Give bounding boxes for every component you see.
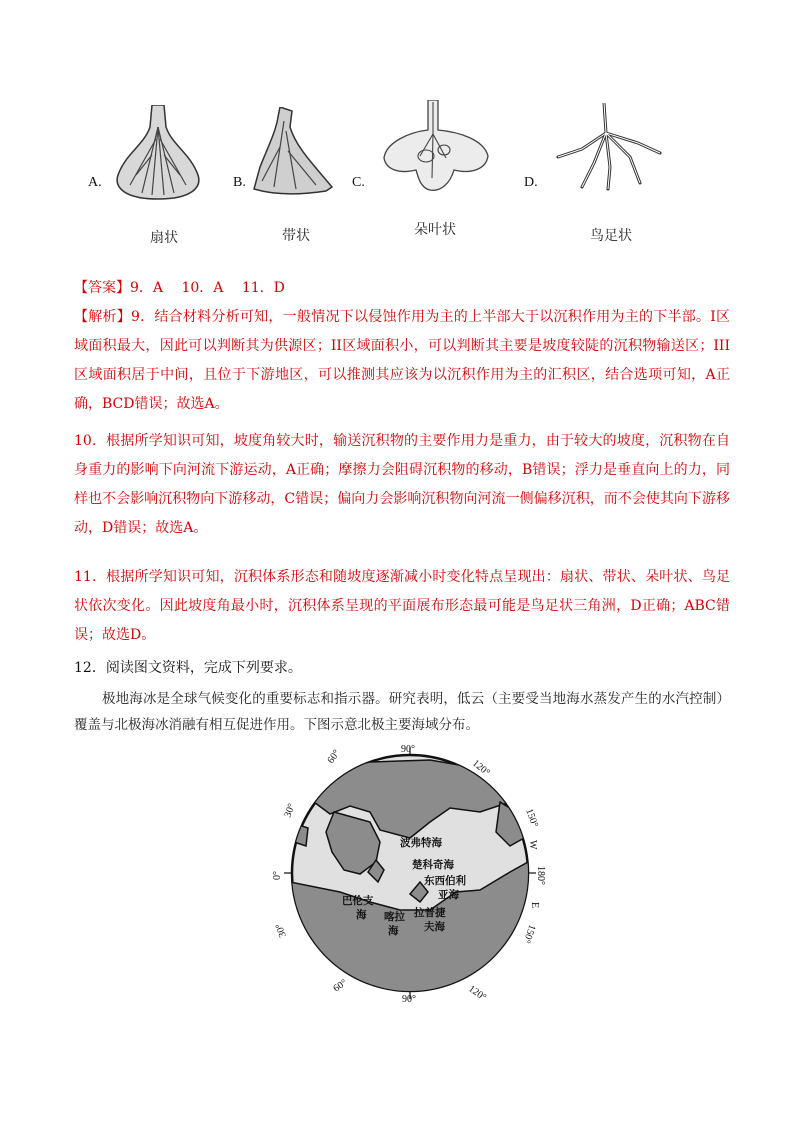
sea-east-siberian-2: 亚海 <box>438 889 459 901</box>
sea-east-siberian-1: 东西伯利 <box>424 875 466 887</box>
answer-line <box>74 277 285 297</box>
arctic-sea-map <box>260 742 560 1004</box>
label-top-90: 90° <box>401 744 415 755</box>
analysis-paragraph-11: 11．根据所学知识可知，沉积体系形态和随坡度逐渐减小时变化特点呈现出：扇状、带状、朵叶状、鸟足状依次变化。因此坡度角最小时，沉积体系呈现的平面展布形态最可能是鸟足状三角洲，D正确；ABC错误；故选D。 <box>74 569 730 643</box>
sea-kara-2: 海 <box>388 925 399 937</box>
label-bottom-90: 90° <box>402 994 416 1004</box>
sea-kara-1: 喀拉 <box>384 911 405 923</box>
option-b-caption: 带状 <box>282 228 310 244</box>
analysis-paragraph-9 <box>74 303 730 419</box>
label-left-30-bottom: 30° <box>273 921 289 939</box>
label-dir-e: E <box>529 902 540 909</box>
label-top-120: 120° <box>470 757 492 779</box>
sea-beaufort: 波弗特海 <box>400 837 442 849</box>
label-bottom-120: 120° <box>466 983 489 1004</box>
analysis-prefix: 【解析】 <box>74 309 132 325</box>
analysis-9-text: 9．结合材料分析可知，一般情况下以侵蚀作用为主的上半部大于以沉积作用为主的下半部。I区域面积最大，因此可以判断其为供源区；II区域面积小，可以判断其主要是坡度较陡的沉积物输送区；III区域面积居于中间，且位于下游地区，可以推测其应该为以沉积作用为主的汇积区，结合选项可知，A正确，BCD错误；故选A。 <box>74 309 731 412</box>
sea-chukchi: 楚科奇海 <box>412 859 454 871</box>
label-right-150-bottom: 150° <box>520 922 538 945</box>
sea-laptev-2: 夫海 <box>424 921 445 933</box>
band-shape-icon <box>250 107 336 199</box>
question-12-title: 12．阅读图文资料，完成下列要求。 <box>74 660 302 676</box>
label-top-60: 60° <box>325 747 343 766</box>
birdfoot-shape-icon <box>548 103 666 195</box>
question-12-material: 极地海冰是全球气候变化的重要标志和指示器。研究表明，低云（主要受当地海水蒸发产生的水汽控制）覆盖与北极海冰消融有相互促进作用。下图示意北极主要海域分布。 <box>74 691 730 733</box>
answer-prefix: 【答案】 <box>74 280 130 296</box>
arctic-map-svg <box>260 742 560 1004</box>
option-a-caption: 扇状 <box>150 230 178 246</box>
label-right-150-top: 150° <box>523 807 541 829</box>
sea-barents-1: 巴伦支 <box>342 895 374 907</box>
option-b-letter: B. <box>233 175 246 190</box>
answer-text: 9．A 10．A 11．D <box>130 280 285 296</box>
label-left-30-top: 30° <box>282 802 298 820</box>
sea-laptev-1: 拉普捷 <box>414 907 446 919</box>
option-d-caption: 鸟足状 <box>590 228 632 244</box>
option-c-caption: 朵叶状 <box>414 222 456 238</box>
option-c-letter: C. <box>352 175 365 190</box>
label-dir-w: W <box>527 840 538 850</box>
delta-shape-options <box>0 95 800 255</box>
option-a-letter: A. <box>88 175 102 190</box>
label-right-180: 180° <box>535 866 546 885</box>
label-left-0: 0° <box>272 871 283 880</box>
fan-shape-icon <box>112 105 204 205</box>
lobate-shape-icon <box>380 100 492 196</box>
label-bottom-60: 60° <box>331 977 350 995</box>
sea-barents-2: 海 <box>356 909 367 921</box>
analysis-paragraph-10: 10．根据所学知识可知，坡度角较大时，输送沉积物的主要作用力是重力，由于较大的坡度，沉积物在自身重力的影响下向河流下游运动，A正确；摩擦力会阻碍沉积物的移动，B错误；浮力是垂直向上的力，同样也不会影响沉积物向下游移动，C错误；偏向力会影响沉积物向河流一侧偏移沉积，而不会使其向下游移动，D错误；故选A。 <box>74 433 730 536</box>
option-d-letter: D. <box>524 175 538 190</box>
